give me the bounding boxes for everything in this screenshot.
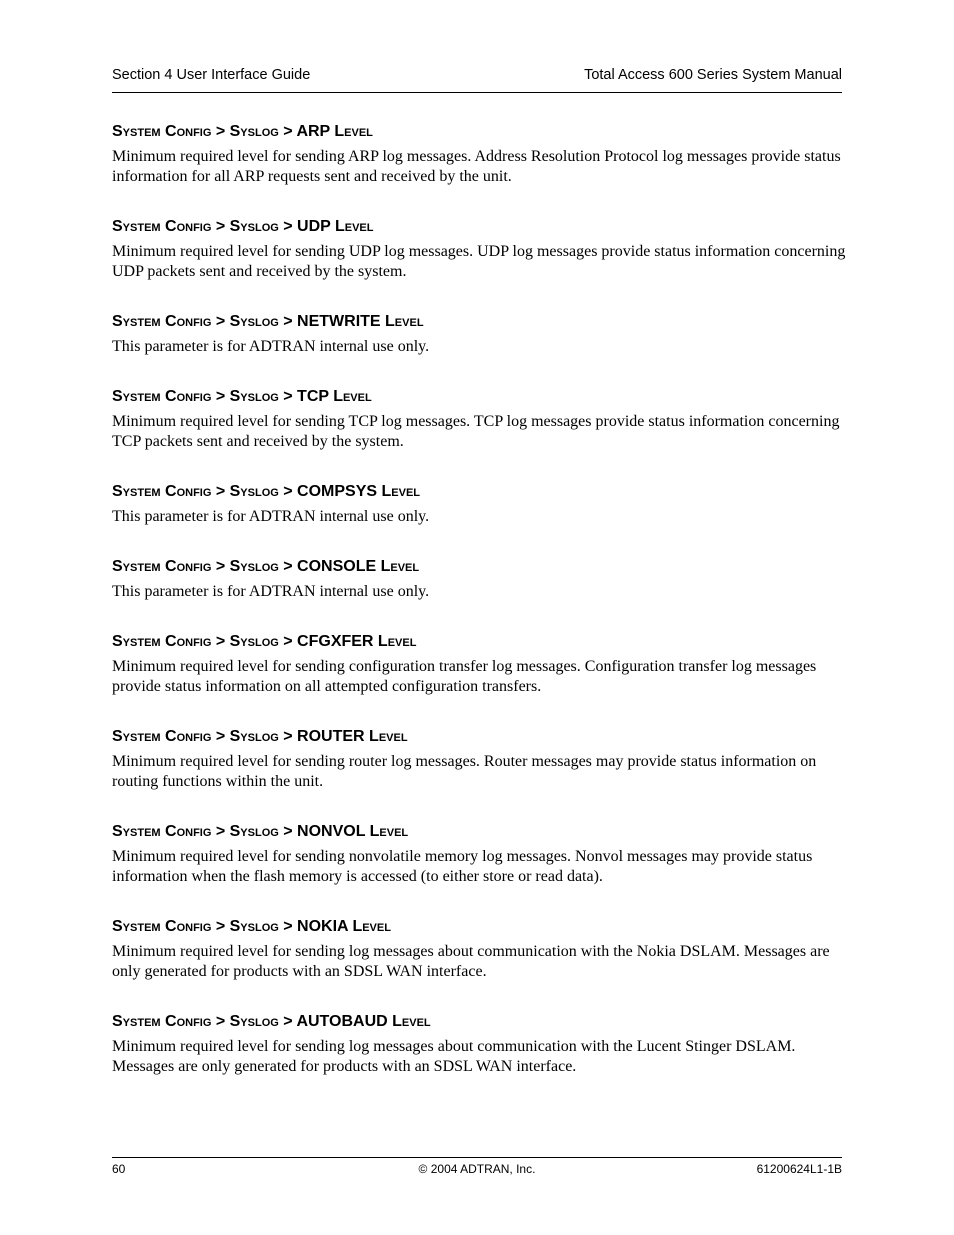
section-heading: System Config > Syslog > TCP Level (112, 388, 372, 405)
section-udp-level (112, 217, 847, 282)
page-number: 60 (112, 1162, 126, 1176)
section-heading: System Config > Syslog > ROUTER Level (112, 728, 408, 745)
section-heading: System Config > Syslog > NOKIA Level (112, 918, 391, 935)
section-heading: System Config > Syslog > CONSOLE Level (112, 558, 420, 575)
header-manual-title: Total Access 600 Series System Manual (584, 67, 842, 83)
section-netwrite-level (112, 312, 847, 357)
section-heading: System Config > Syslog > ARP Level (112, 123, 373, 140)
section-autobaud-level (112, 1012, 847, 1077)
section-heading: System Config > Syslog > NONVOL Level (112, 823, 409, 840)
footer-rule (112, 1157, 842, 1158)
section-body: Minimum required level for sending ARP log messages. Address Resolution Protocol log messages provide status information for all ARP requests sent and received by the unit. (112, 148, 841, 185)
section-body: Minimum required level for sending log messages about communication with the Lucent Stinger DSLAM. Messages are only generated for products with an SDSL WAN interface. (112, 1038, 796, 1075)
section-body: Minimum required level for sending UDP log messages. UDP log messages provide status information concerning UDP packets sent and received by the system. (112, 243, 846, 280)
document-number: 61200624L1-1B (756, 1162, 842, 1176)
section-body: Minimum required level for sending log messages about communication with the Nokia DSLAM. Messages are only generated for products with an SDSL WAN interface. (112, 943, 830, 980)
header-rule (112, 92, 842, 93)
section-cfgxfer-level (112, 632, 847, 697)
section-body: Minimum required level for sending configuration transfer log messages. Configuration transfer log messages provide status information on all attempted configuration transfers. (112, 658, 817, 695)
section-body: This parameter is for ADTRAN internal use only. (112, 338, 430, 355)
section-body: This parameter is for ADTRAN internal use only. (112, 508, 430, 525)
section-arp-level (112, 122, 847, 187)
section-heading: System Config > Syslog > COMPSYS Level (112, 483, 421, 500)
section-router-level (112, 727, 847, 792)
section-nokia-level (112, 917, 847, 982)
section-heading: System Config > Syslog > UDP Level (112, 218, 374, 235)
section-tcp-level (112, 387, 847, 452)
section-heading: System Config > Syslog > CFGXFER Level (112, 633, 417, 650)
section-body: Minimum required level for sending nonvolatile memory log messages. Nonvol messages may provide status information when the flash memory is accessed (to either store or read data). (112, 848, 813, 885)
section-body: This parameter is for ADTRAN internal use only. (112, 583, 430, 600)
section-compsys-level (112, 482, 847, 527)
copyright-notice: © 2004 ADTRAN, Inc. (418, 1162, 536, 1176)
page-header (112, 65, 842, 85)
page-footer (112, 1161, 842, 1177)
section-body: Minimum required level for sending TCP log messages. TCP log messages provide status information concerning TCP packets sent and received by the system. (112, 413, 840, 450)
section-heading: System Config > Syslog > AUTOBAUD Level (112, 1013, 431, 1030)
header-section-label: Section 4 User Interface Guide (112, 67, 311, 83)
section-body: Minimum required level for sending router log messages. Router messages may provide status information on routing functions within the unit. (112, 753, 817, 790)
section-nonvol-level (112, 822, 847, 887)
section-heading: System Config > Syslog > NETWRITE Level (112, 313, 424, 330)
section-console-level (112, 557, 847, 602)
